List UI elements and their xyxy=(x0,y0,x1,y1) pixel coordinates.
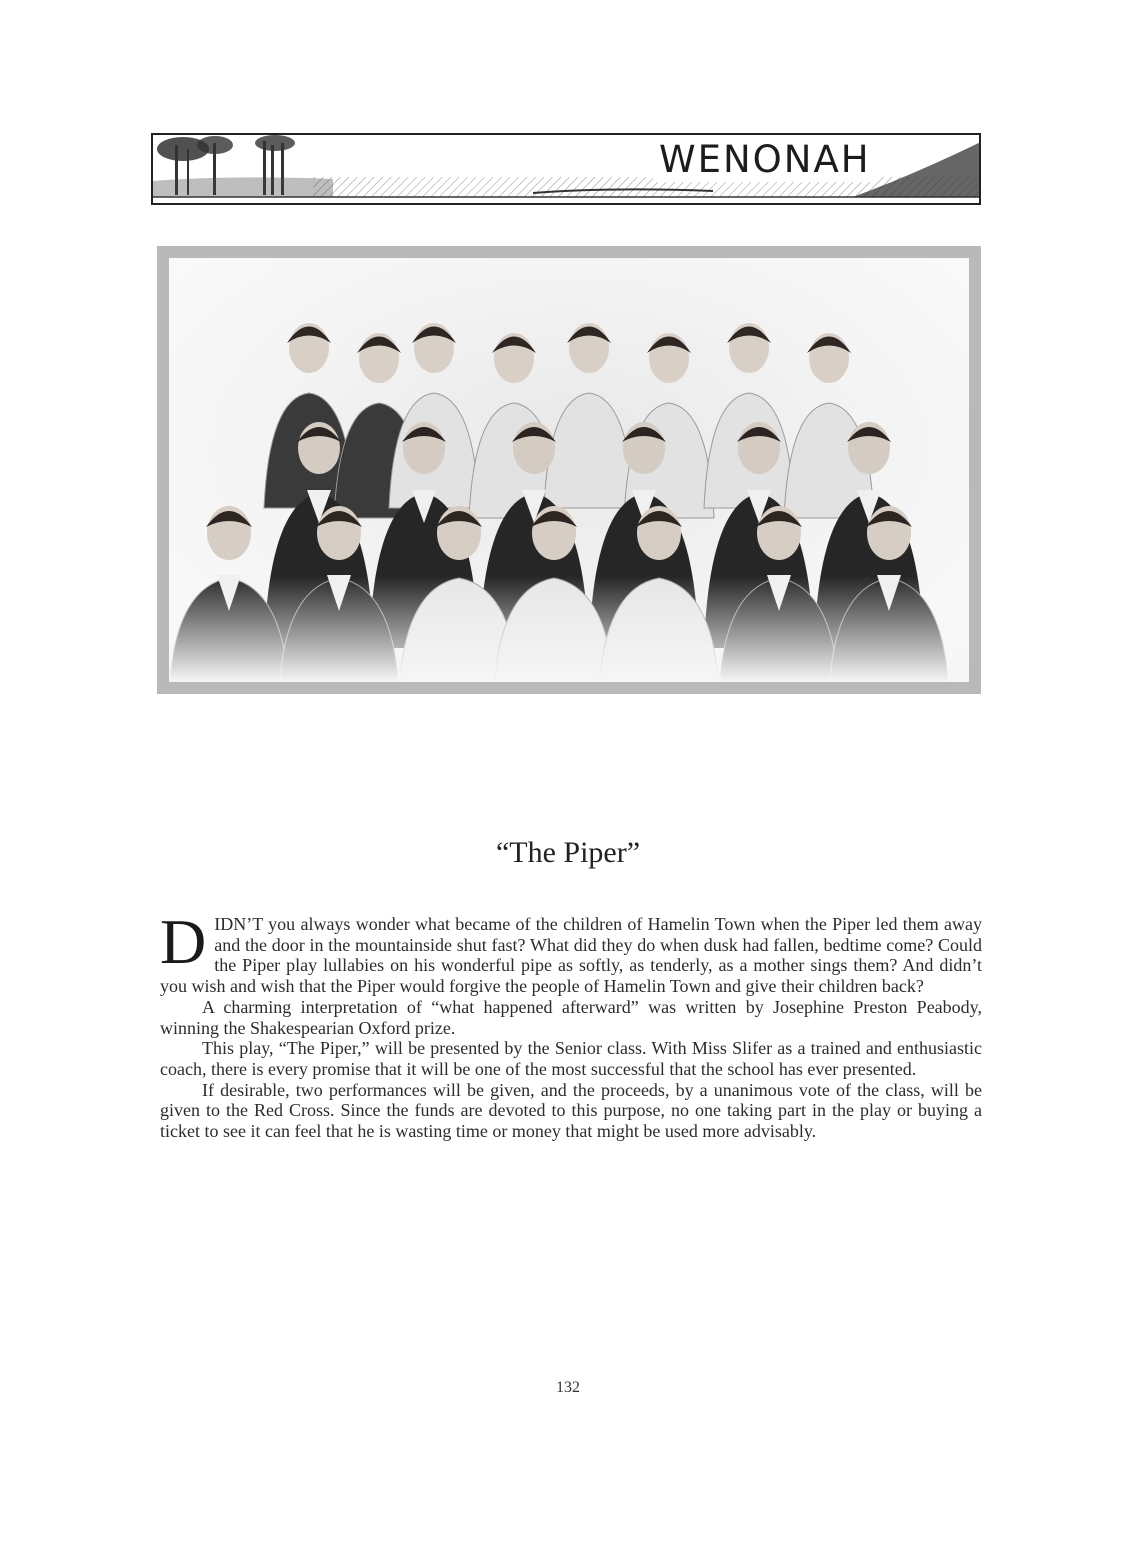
header-banner xyxy=(151,133,981,205)
paragraph-4: If desirable, two performances will be given, and the proceeds, by a unanimous vote of the class, will be given to the Red Cross. Since the funds are devoted to this purpose, no one taking part in the play or buying a ticket to see it can feel that he is wasting time or money that might be used more advisably. xyxy=(160,1079,982,1142)
page-number: 132 xyxy=(556,1379,580,1396)
paragraph-2: A charming interpretation of “what happened afterward” was written by Josephine Preston Peabody, winning the Shakespearian Oxford prize. xyxy=(160,996,982,1038)
group-photo xyxy=(169,258,969,682)
paragraph-1 xyxy=(160,906,982,997)
article-body xyxy=(160,906,982,1142)
article-title: “The Piper” xyxy=(495,836,641,869)
group-photo-frame xyxy=(157,246,981,694)
paragraph-3: This play, “The Piper,” will be presented by the Senior class. With Miss Slifer as a trained and enthusiastic coach, there is every promise that it will be one of the most successful that the school has ever presented. xyxy=(160,1038,982,1079)
group-photo-figures xyxy=(169,258,969,682)
drop-cap: D xyxy=(160,906,207,977)
banner-title: WENONAH xyxy=(653,138,877,182)
paragraph-1-text: IDN’T you always wonder what became of the children of Hamelin Town when the Piper led them away and the door in the mountainside shut fast? What did they do when dusk had fallen, bedtime come? Could the Piper play lullabies on his wonderful pipe as softly, as tenderly, as a mother sings them? And didn’t you wish and wish that the Piper would forgive the people of Hamelin Town and give their children back? xyxy=(160,914,982,997)
